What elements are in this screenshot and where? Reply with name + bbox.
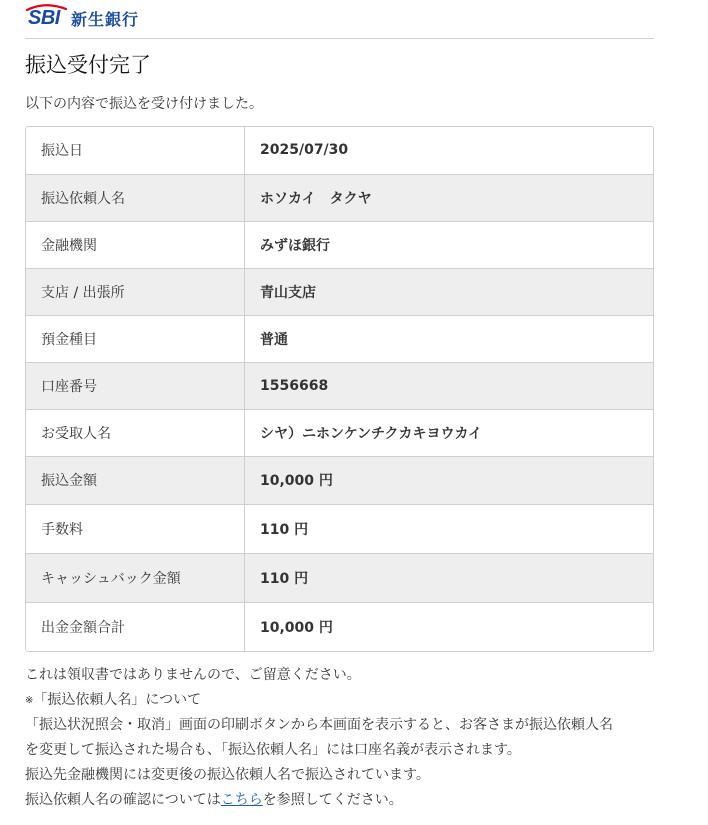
sbi-shinsei-logo[interactable] — [25, 4, 139, 32]
note-line-4-post: を参照してください。 — [262, 792, 403, 808]
note-line-3: 振込先金融機関には変更後の振込依頼人名で振込されています。 — [25, 767, 430, 783]
page-title: 振込受付完了 — [25, 53, 151, 77]
note-heading-text: 「振込依頼人名」について — [33, 692, 202, 708]
row-label: キャッシュバック金額 — [26, 553, 245, 602]
row-value: 110 円 — [245, 553, 654, 602]
table-row — [26, 504, 653, 553]
table-row — [26, 268, 653, 315]
table-row — [26, 553, 653, 602]
row-value: 2025/07/30 — [245, 127, 654, 174]
row-label: 支店 / 出張所 — [26, 268, 245, 315]
row-label: 振込金額 — [26, 456, 245, 504]
table-row — [26, 127, 653, 174]
logo-letters: SBI — [28, 7, 60, 29]
row-label: お受取人名 — [26, 409, 245, 456]
row-label: 手数料 — [26, 504, 245, 553]
row-label: 振込依頼人名 — [26, 174, 245, 221]
table-row — [26, 602, 653, 651]
header — [25, 0, 654, 39]
row-value: シヤ）ニホンケンチクカキヨウカイ — [245, 409, 654, 456]
row-value: 1556668 — [245, 362, 654, 409]
notes-section — [25, 663, 685, 813]
note-mark: ※ — [25, 695, 34, 706]
row-value: 110 円 — [245, 504, 654, 553]
row-value: 10,000 円 — [260, 619, 333, 636]
note-line-4 — [25, 788, 685, 813]
note-line-4-pre: 振込依頼人名の確認については — [25, 792, 221, 808]
row-label: 預金種目 — [26, 315, 245, 362]
row-value: 普通 — [245, 315, 654, 362]
row-label: 出金金額合計 — [26, 602, 245, 651]
note-line-1: 「振込状況照会・取消」画面の印刷ボタンから本画面を表示すると、お客さまが振込依頼人名 — [25, 717, 613, 733]
table-row — [26, 315, 653, 362]
row-label: 金融機関 — [26, 221, 245, 268]
here-link[interactable]: こちら — [220, 792, 263, 808]
transfer-details-table — [25, 126, 654, 652]
row-value: 10,000 円 — [245, 456, 654, 504]
logo-mark — [25, 4, 69, 32]
table-row — [26, 409, 653, 456]
table-row — [26, 362, 653, 409]
table-row — [26, 456, 653, 504]
table-row — [26, 221, 653, 268]
row-label: 口座番号 — [26, 362, 245, 409]
note-line-2: を変更して振込された場合も、「振込依頼人名」には口座名義が表示されます。 — [25, 742, 521, 758]
bank-name: 新生銀行 — [71, 9, 140, 29]
row-value: 青山支店 — [245, 268, 654, 315]
intro-text: 以下の内容で振込を受け付けました。 — [25, 96, 263, 112]
note-heading — [25, 688, 685, 713]
receipt-notice: これは領収書ではありませんので、ご留意ください。 — [25, 667, 361, 683]
row-value: みずほ銀行 — [245, 221, 654, 268]
row-label: 振込日 — [26, 127, 245, 174]
row-value: ホソカイ タクヤ — [245, 174, 654, 221]
table-row — [26, 174, 653, 221]
